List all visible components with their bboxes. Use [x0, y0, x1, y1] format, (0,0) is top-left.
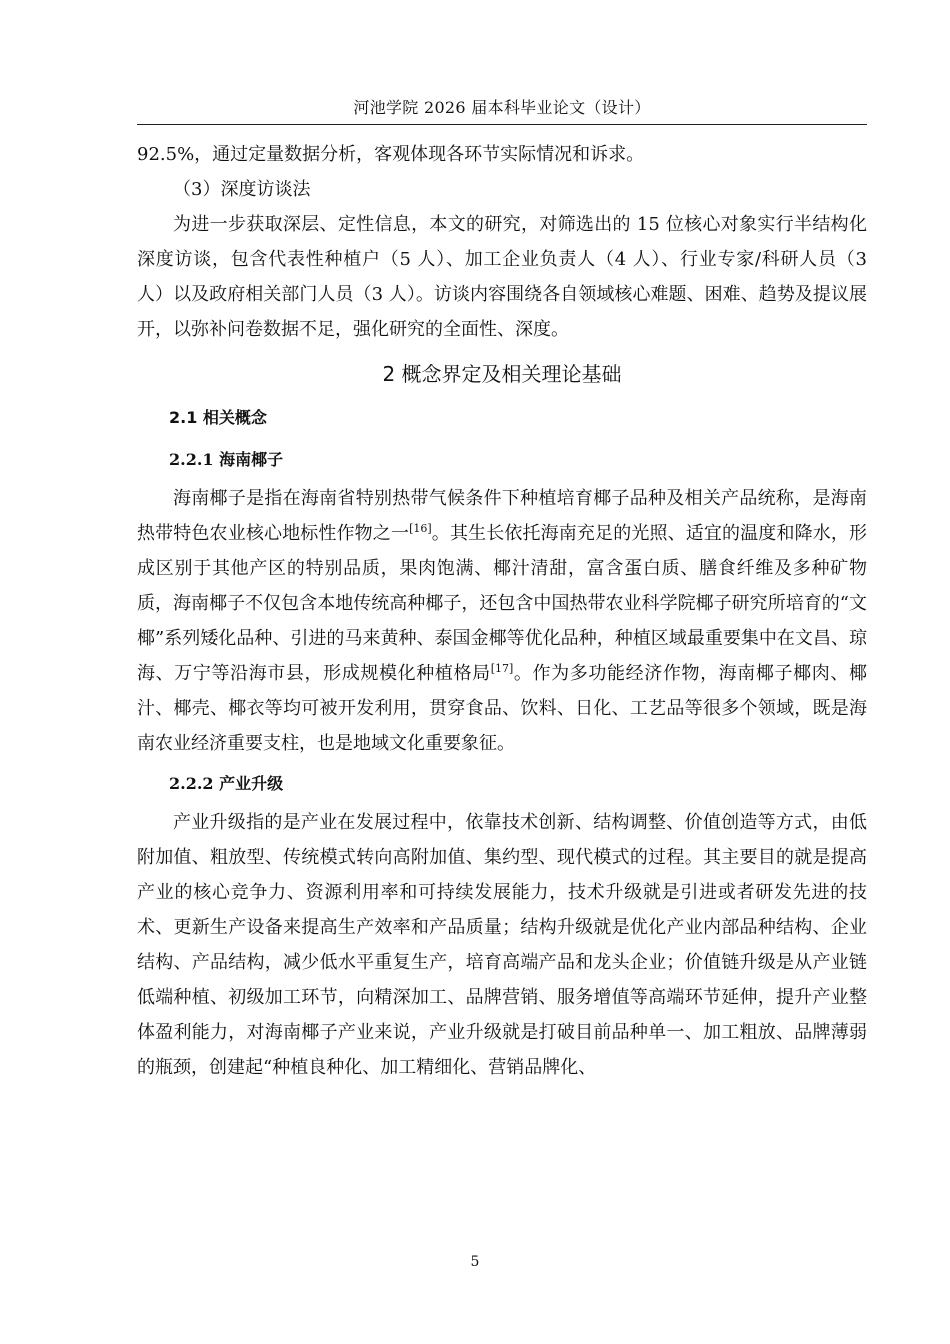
chapter-heading: 2 概念界定及相关理论基础 [382, 362, 622, 386]
paragraph-text: 海南椰子是指在海南省特别热带气候条件下种植培育椰子品种及相关产品统称，是海南热带特色农业核心地标性作物之一 [137, 488, 867, 544]
running-header: 河池学院 2026 届本科毕业论文（设计） [353, 98, 651, 117]
page-number: 5 [470, 1254, 480, 1270]
section-heading-2-1: 2.1 相关概念 [169, 408, 267, 427]
paragraph-interview: 为进一步获取深层、定性信息，本文的研究，对筛选出的 15 位核心对象实行半结构化深度访谈，包含代表性种植户（5 人）、加工企业负责人（4 人）、行业专家/科研人员（3 人）以及政府相关部门人员（3 人）。访谈内容围绕各自领域核心难题、困难、趋势及提议展开，以弥补问卷数据不足，强化研究的全面性、深度。 [137, 214, 867, 340]
header-divider [137, 124, 867, 125]
paragraph-text: 。作为多功能经济作物，海南椰子椰肉、椰汁、椰壳、椰衣等均可被开发利用，贯穿食品、饮料、日化、工艺品等很多个领域，既是海南农业经济重要支柱，也是地域文化重要象征。 [137, 663, 867, 754]
subheading-interview-method: （3）深度访谈法 [173, 179, 311, 200]
paragraph-hainan-coconut [137, 481, 867, 761]
subsection-heading-2-2-1: 2.2.1 海南椰子 [169, 450, 284, 469]
paragraph-continuation: 92.5%，通过定量数据分析，客观体现各环节实际情况和诉求。 [137, 144, 645, 165]
citation-16[interactable]: [16] [409, 522, 432, 535]
page-body [137, 137, 867, 1085]
paragraph-industry-upgrade: 产业升级指的是产业在发展过程中，依靠技术创新、结构调整、价值创造等方式，由低附加值、粗放型、传统模式转向高附加值、集约型、现代模式的过程。其主要目的就是提高产业的核心竞争力、资源利用率和可持续发展能力，技术升级就是引进或者研发先进的技术、更新生产设备来提高生产效率和产品质量；结构升级就是优化产业内部品种结构、企业结构、产品结构，减少低水平重复生产，培育高端产品和龙头企业；价值链升级是从产业链低端种植、初级加工环节，向精深加工、品牌营销、服务增值等高端环节延伸，提升产业整体盈利能力，对海南椰子产业来说，产业升级就是打破目前品种单一、加工粗放、品牌薄弱的瓶颈，创建起“种植良种化、加工精细化、营销品牌化、 [137, 812, 867, 1078]
citation-17[interactable]: [17] [490, 662, 514, 675]
subsection-heading-2-2-2: 2.2.2 产业升级 [169, 774, 284, 793]
paragraph-text: 。其生长依托海南充足的光照、适宜的温度和降水，形成区别于其他产区的特别品质，果肉饱满、椰汁清甜，富含蛋白质、膳食纤维及多种矿物质，海南椰子不仅包含本地传统高种椰子，还包含中国热带农业科学院椰子研究所培育的“文椰”系列矮化品种、引进的马来黄种、泰国金椰等优化品种，种植区域最重要集中在文昌、琼海、万宁等沿海市县，形成规模化种植格局 [137, 523, 867, 684]
